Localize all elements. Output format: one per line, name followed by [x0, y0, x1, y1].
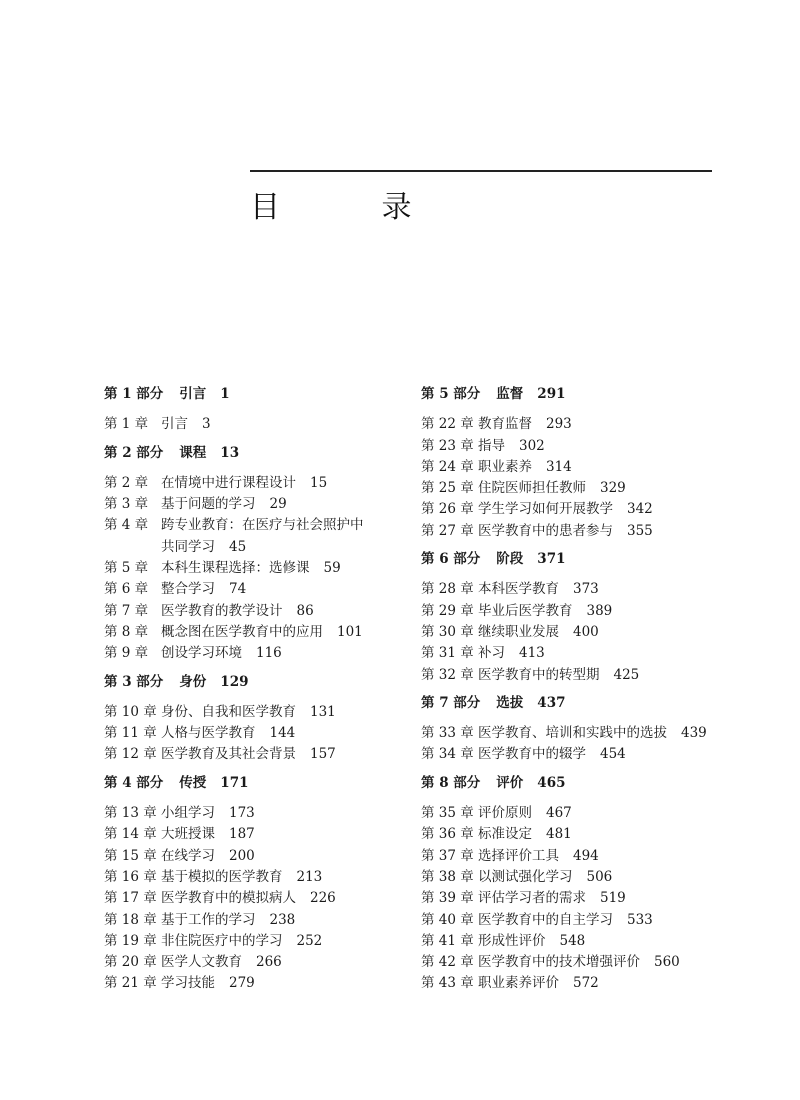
part-label: 第 6 部分 [421, 551, 481, 568]
part-title: 身份 [179, 673, 207, 690]
chapter-page: 355 [627, 522, 653, 539]
chapter-number: 第 20 章 [104, 954, 157, 971]
chapter-page: 45 [229, 538, 247, 555]
chapter-number: 第 34 章 [421, 746, 474, 763]
chapter-title: 非住院医疗中的学习 [161, 932, 283, 949]
part-label: 第 4 部分 [104, 774, 164, 791]
chapter-body [161, 494, 404, 515]
part-title: 选拔 [496, 694, 524, 711]
toc-chapter-entry[interactable] [421, 622, 751, 643]
chapter-number: 第 25 章 [421, 480, 474, 497]
toc-chapter-entry[interactable] [421, 744, 751, 765]
chapter-page: 293 [546, 416, 572, 433]
chapter-title: 医学人文教育 [161, 954, 242, 971]
chapter-title: 形成性评价 [478, 932, 546, 949]
chapter-number: 第 6 章 [104, 581, 149, 598]
chapter-title: 评估学习者的需求 [478, 890, 586, 907]
chapter-number: 第 41 章 [421, 932, 474, 949]
chapter-title: 引言 [161, 416, 188, 433]
chapter-title: 医学教育、培训和实践中的选拔 [478, 725, 667, 742]
chapter-page: 342 [627, 501, 653, 518]
chapter-title: 创设学习环境 [161, 645, 242, 662]
toc-part-heading[interactable] [104, 672, 404, 693]
chapter-title: 概念图在医学教育中的应用 [161, 623, 323, 640]
toc-chapter-entry[interactable] [421, 643, 751, 664]
toc-chapter-entry[interactable] [104, 803, 404, 824]
chapter-number: 第 27 章 [421, 522, 474, 539]
chapter-title: 学生学习如何开展教学 [478, 501, 613, 518]
toc-chapter-entry[interactable] [104, 494, 404, 515]
chapter-body [161, 558, 404, 579]
toc-chapter-entry[interactable] [421, 973, 751, 994]
toc-column-left [104, 384, 404, 995]
chapter-body [161, 473, 404, 494]
chapter-number: 第 2 章 [104, 474, 149, 491]
chapter-number: 第 23 章 [421, 437, 474, 454]
chapter-title: 医学教育中的自主学习 [478, 911, 613, 928]
part-title: 引言 [179, 386, 207, 402]
part-page: 291 [537, 386, 566, 402]
toc-part-heading[interactable] [104, 773, 404, 794]
chapter-body [161, 744, 404, 765]
toc-chapter-entry[interactable] [104, 931, 404, 952]
toc-chapter-entry[interactable] [104, 952, 404, 973]
header-rule [250, 170, 712, 172]
chapter-number: 第 32 章 [421, 666, 474, 683]
chapter-page: 144 [269, 725, 296, 742]
chapter-number: 第 42 章 [421, 954, 474, 971]
chapter-page: 238 [269, 911, 296, 928]
chapter-page: 467 [546, 805, 572, 822]
chapter-page: 116 [256, 645, 282, 662]
chapter-body [161, 952, 404, 973]
chapter-number: 第 7 章 [104, 602, 149, 619]
chapter-page: 454 [600, 746, 626, 763]
toc-chapter-entry[interactable] [421, 499, 751, 520]
chapter-title: 大班授课 [161, 826, 215, 843]
toc-part-heading[interactable] [421, 549, 751, 570]
chapter-body [161, 622, 404, 643]
toc-chapter-entry[interactable] [421, 521, 751, 542]
chapter-body [478, 824, 751, 845]
toc-part-heading[interactable] [104, 443, 404, 464]
chapter-page: 314 [546, 458, 572, 475]
chapter-page: 173 [229, 805, 255, 822]
chapter-page: 200 [229, 847, 255, 864]
chapter-number: 第 14 章 [104, 826, 157, 843]
chapter-body [161, 579, 404, 600]
chapter-body [478, 579, 751, 600]
chapter-page: 302 [519, 437, 545, 454]
toc-chapter-entry[interactable] [104, 515, 404, 558]
part-title: 课程 [179, 444, 207, 461]
chapter-page: 86 [296, 602, 314, 619]
toc-chapter-entry[interactable] [421, 457, 751, 478]
chapter-number: 第 3 章 [104, 496, 149, 513]
chapter-number: 第 12 章 [104, 746, 157, 763]
toc-chapter-entry[interactable] [104, 601, 404, 622]
toc-chapter-entry[interactable] [104, 579, 404, 600]
toc-chapter-entry[interactable] [421, 867, 751, 888]
toc-chapter-entry[interactable] [104, 867, 404, 888]
chapter-body [161, 867, 404, 888]
chapter-body [478, 931, 751, 952]
chapter-body [161, 643, 404, 664]
toc-part-heading[interactable] [421, 693, 751, 714]
chapter-title: 人格与医学教育 [161, 725, 256, 742]
toc-part-heading[interactable] [421, 384, 751, 405]
chapter-body [161, 702, 404, 723]
chapter-page: 59 [323, 560, 341, 577]
chapter-body [478, 846, 751, 867]
chapter-page: 389 [586, 602, 613, 619]
chapter-body [161, 931, 404, 952]
chapter-body [161, 888, 404, 909]
toc-chapter-entry[interactable] [421, 665, 751, 686]
chapter-body [478, 478, 751, 499]
toc-chapter-entry[interactable] [104, 723, 404, 744]
part-page: 465 [537, 774, 566, 791]
chapter-page: 548 [559, 932, 586, 949]
chapter-number: 第 36 章 [421, 826, 474, 843]
chapter-body [478, 622, 751, 643]
chapter-number: 第 10 章 [104, 703, 157, 720]
chapter-title-continued: 共同学习 [161, 538, 215, 555]
toc-chapter-entry[interactable] [104, 846, 404, 867]
toc-chapter-entry[interactable] [421, 846, 751, 867]
chapter-number: 第 11 章 [104, 725, 157, 742]
chapter-page: 101 [337, 623, 363, 640]
toc-chapter-entry[interactable] [421, 824, 751, 845]
part-title: 监督 [496, 386, 524, 402]
chapter-page: 481 [546, 826, 572, 843]
chapter-body [161, 723, 404, 744]
chapter-number: 第 19 章 [104, 932, 157, 949]
chapter-page: 157 [310, 746, 336, 763]
chapter-page: 3 [202, 416, 211, 433]
chapter-body [161, 846, 404, 867]
chapter-body [478, 723, 751, 744]
chapter-title: 职业素养评价 [478, 975, 559, 992]
chapter-body [161, 515, 404, 558]
toc-chapter-entry[interactable] [104, 643, 404, 664]
chapter-title: 毕业后医学教育 [478, 602, 573, 619]
chapter-number: 第 15 章 [104, 847, 157, 864]
part-title: 阶段 [496, 551, 524, 568]
chapter-number: 第 4 章 [104, 517, 149, 534]
page-title: 目 录 [250, 190, 458, 225]
chapter-body [478, 910, 751, 931]
chapter-page: 560 [654, 954, 680, 971]
part-label: 第 7 部分 [421, 694, 481, 711]
chapter-title: 学习技能 [161, 975, 215, 992]
toc-chapter-entry[interactable] [421, 723, 751, 744]
part-label: 第 3 部分 [104, 673, 164, 690]
toc-chapter-entry[interactable] [421, 601, 751, 622]
chapter-body [478, 414, 751, 435]
toc-chapter-entry[interactable] [104, 702, 404, 723]
chapter-number: 第 8 章 [104, 623, 149, 640]
chapter-page: 15 [310, 474, 328, 491]
chapter-page: 187 [229, 826, 255, 843]
toc-chapter-entry[interactable] [104, 622, 404, 643]
toc-part-heading[interactable] [421, 773, 751, 794]
chapter-body [478, 952, 751, 973]
chapter-number: 第 39 章 [421, 890, 474, 907]
chapter-body [478, 867, 751, 888]
chapter-title: 标准设定 [478, 826, 532, 843]
part-page: 437 [537, 694, 566, 711]
chapter-body [478, 436, 751, 457]
toc-part-heading[interactable] [104, 384, 404, 405]
chapter-title: 基于模拟的医学教育 [161, 868, 283, 885]
chapter-title: 医学教育及其社会背景 [161, 746, 296, 763]
chapter-body [478, 521, 751, 542]
chapter-title: 评价原则 [478, 805, 532, 822]
toc-chapter-entry[interactable] [421, 888, 751, 909]
chapter-title: 在情境中进行课程设计 [161, 474, 296, 491]
chapter-title: 住院医师担任教师 [478, 480, 586, 497]
chapter-body [478, 888, 751, 909]
chapter-number: 第 33 章 [421, 725, 474, 742]
chapter-number: 第 38 章 [421, 868, 474, 885]
chapter-number: 第 28 章 [421, 581, 474, 598]
part-page: 129 [220, 673, 249, 690]
chapter-number: 第 21 章 [104, 975, 157, 992]
chapter-title: 基于工作的学习 [161, 911, 256, 928]
toc-chapter-entry[interactable] [421, 414, 751, 435]
part-page: 171 [220, 774, 249, 791]
part-title: 传授 [179, 774, 207, 791]
chapter-title: 在线学习 [161, 847, 215, 864]
chapter-page: 226 [310, 890, 336, 907]
chapter-number: 第 26 章 [421, 501, 474, 518]
chapter-body [478, 643, 751, 664]
toc-chapter-entry[interactable] [421, 803, 751, 824]
chapter-title: 小组学习 [161, 805, 215, 822]
chapter-title: 选择评价工具 [478, 847, 559, 864]
chapter-page: 74 [229, 581, 247, 598]
chapter-number: 第 1 章 [104, 416, 149, 433]
toc-chapter-entry[interactable] [421, 910, 751, 931]
chapter-page: 373 [573, 581, 599, 598]
chapter-body [478, 803, 751, 824]
chapter-page: 413 [519, 645, 545, 662]
chapter-page: 131 [310, 703, 336, 720]
chapter-page: 494 [573, 847, 599, 864]
part-page: 13 [220, 444, 240, 461]
toc-chapter-entry[interactable] [421, 579, 751, 600]
chapter-page: 29 [269, 496, 287, 513]
chapter-page: 252 [296, 932, 323, 949]
toc-chapter-entry[interactable] [104, 910, 404, 931]
chapter-body [478, 457, 751, 478]
chapter-title: 身份、自我和医学教育 [161, 703, 296, 720]
toc-column-right [421, 384, 751, 995]
part-label: 第 5 部分 [421, 386, 481, 402]
chapter-title: 指导 [478, 437, 505, 454]
chapter-title: 本科生课程选择：选修课 [161, 560, 310, 577]
toc-chapter-entry[interactable] [421, 478, 751, 499]
chapter-body [478, 973, 751, 994]
chapter-title: 教育监督 [478, 416, 532, 433]
chapter-page: 266 [256, 954, 282, 971]
toc-chapter-entry[interactable] [421, 952, 751, 973]
chapter-number: 第 18 章 [104, 911, 157, 928]
chapter-body [161, 973, 404, 994]
part-label: 第 2 部分 [104, 444, 164, 461]
chapter-body [478, 744, 751, 765]
chapter-number: 第 9 章 [104, 645, 149, 662]
chapter-title: 基于问题的学习 [161, 496, 256, 513]
chapter-title: 职业素养 [478, 458, 532, 475]
chapter-page: 572 [573, 975, 599, 992]
chapter-page: 279 [229, 975, 255, 992]
chapter-body [478, 665, 751, 686]
chapter-page: 519 [600, 890, 626, 907]
part-page: 1 [220, 386, 230, 402]
chapter-title: 医学教育中的模拟病人 [161, 890, 296, 907]
chapter-number: 第 40 章 [421, 911, 474, 928]
chapter-number: 第 13 章 [104, 805, 157, 822]
chapter-number: 第 5 章 [104, 560, 149, 577]
toc-chapter-entry[interactable] [104, 414, 404, 435]
chapter-title: 医学教育中的患者参与 [478, 522, 613, 539]
chapter-title: 整合学习 [161, 581, 215, 598]
chapter-page: 425 [613, 666, 640, 683]
chapter-number: 第 31 章 [421, 645, 474, 662]
chapter-body [161, 601, 404, 622]
toc-chapter-entry[interactable] [104, 824, 404, 845]
chapter-body [161, 803, 404, 824]
toc-chapter-entry[interactable] [104, 973, 404, 994]
chapter-page: 329 [600, 480, 626, 497]
chapter-body [161, 910, 404, 931]
chapter-title: 跨专业教育：在医疗与社会照护中 [161, 517, 364, 534]
chapter-page: 506 [586, 868, 613, 885]
chapter-number: 第 35 章 [421, 805, 474, 822]
part-label: 第 8 部分 [421, 774, 481, 791]
toc-chapter-entry[interactable] [421, 436, 751, 457]
chapter-page: 213 [296, 868, 323, 885]
chapter-page: 439 [681, 725, 707, 742]
chapter-number: 第 30 章 [421, 623, 474, 640]
chapter-title: 医学教育中的辍学 [478, 746, 586, 763]
chapter-body [478, 499, 751, 520]
toc-chapter-entry[interactable] [104, 888, 404, 909]
chapter-title: 本科医学教育 [478, 581, 559, 598]
chapter-number: 第 24 章 [421, 458, 474, 475]
chapter-number: 第 16 章 [104, 868, 157, 885]
chapter-title: 以测试强化学习 [478, 868, 573, 885]
chapter-title: 医学教育中的转型期 [478, 666, 600, 683]
chapter-body [161, 414, 404, 435]
chapter-body [161, 824, 404, 845]
toc-chapter-entry[interactable] [104, 558, 404, 579]
chapter-page: 400 [573, 623, 599, 640]
toc-chapter-entry[interactable] [104, 473, 404, 494]
chapter-title: 医学教育中的技术增强评价 [478, 954, 640, 971]
chapter-number: 第 22 章 [421, 416, 474, 433]
chapter-number: 第 43 章 [421, 975, 474, 992]
toc-chapter-entry[interactable] [421, 931, 751, 952]
chapter-page: 533 [627, 911, 653, 928]
toc-chapter-entry[interactable] [104, 744, 404, 765]
chapter-title: 继续职业发展 [478, 623, 559, 640]
chapter-number: 第 37 章 [421, 847, 474, 864]
part-label: 第 1 部分 [104, 386, 164, 402]
chapter-title: 医学教育的教学设计 [161, 602, 283, 619]
part-page: 371 [537, 551, 566, 568]
chapter-number: 第 17 章 [104, 890, 157, 907]
chapter-title: 补习 [478, 645, 505, 662]
chapter-number: 第 29 章 [421, 602, 474, 619]
chapter-body [478, 601, 751, 622]
part-title: 评价 [496, 774, 524, 791]
